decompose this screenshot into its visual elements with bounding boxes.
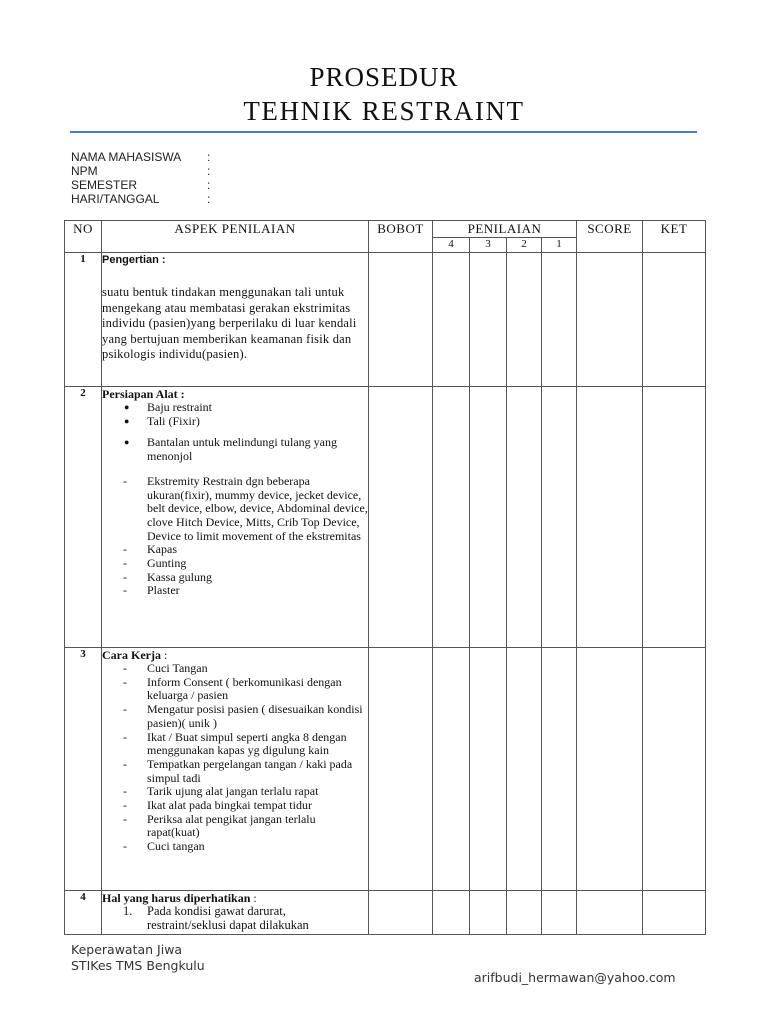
aspect-cell	[102, 253, 369, 387]
bullet-dash-icon: -	[123, 569, 127, 584]
list-item: ● Tali (Fixir)	[124, 413, 200, 428]
header-penilaian: PENILAIAN	[433, 221, 577, 238]
table-row	[65, 891, 706, 935]
bullet-dash-icon: -	[123, 556, 127, 571]
header-no: NO	[65, 221, 102, 253]
bullet-dash-icon: -	[123, 784, 127, 799]
info-colon: :	[207, 164, 211, 178]
info-colon: :	[207, 192, 211, 206]
section-label: Pengertian :	[102, 254, 166, 266]
section-label: Hal yang harus diperhatikan	[102, 891, 251, 905]
score-1-cell[interactable]	[542, 253, 577, 387]
section-heading	[102, 891, 368, 905]
list-item: - Cuci tangan	[123, 839, 205, 854]
info-row-nama	[71, 150, 231, 164]
score-cell[interactable]	[577, 891, 643, 935]
definition-text: suatu bentuk tindakan menggunakan tali untuk mengekang atau membatasi gerakan ekstrimitas individu (pasien)yang berperilaku di luar kendali yang bertujuan memberikan keamanan fisik dan psikologis individu(pasien).	[102, 285, 357, 362]
scale-1: 1	[542, 238, 577, 253]
info-label: HARI/TANGGAL	[71, 192, 160, 206]
bullet-dash-icon: -	[123, 798, 127, 813]
score-4-cell[interactable]	[433, 648, 470, 891]
row-number: 3	[65, 648, 102, 891]
ket-cell[interactable]	[643, 387, 706, 648]
bobot-cell[interactable]	[369, 387, 433, 648]
list-item: - Ikat / Buat simpul seperti angka 8 dengan menggunakan kapas yg digulung kain	[123, 729, 347, 758]
list-item: - Gunting	[123, 556, 187, 571]
list-item: - Kassa gulung	[123, 569, 212, 584]
bullet-dash-icon: -	[123, 674, 127, 689]
ket-cell[interactable]	[643, 253, 706, 387]
list-item: 1. Pada kondisi gawat darurat, restraint/seklusi dapat dilakukan	[123, 904, 309, 932]
bullet-dash-icon: -	[123, 756, 127, 771]
bullet-dot-icon: ●	[124, 402, 130, 412]
scale-2: 2	[507, 238, 542, 253]
info-row-npm	[71, 164, 231, 178]
aspect-cell	[102, 387, 369, 648]
footer-line1: Keperawatan Jiwa	[71, 942, 183, 957]
document-title-line1: PROSEDUR	[309, 62, 459, 92]
list-item: ● Baju restraint	[124, 400, 212, 414]
info-colon: :	[207, 150, 211, 164]
row-number: 1	[65, 253, 102, 387]
assessment-table	[64, 220, 706, 935]
scale-4: 4	[433, 238, 470, 253]
info-label: SEMESTER	[71, 178, 138, 192]
section-label: Cara Kerja	[102, 648, 161, 662]
footer-line2: STIKes TMS Bengkulu	[71, 958, 205, 973]
list-item: - Cuci Tangan	[123, 661, 208, 675]
section-heading	[102, 648, 368, 662]
info-colon: :	[207, 178, 211, 192]
row-number: 2	[65, 387, 102, 648]
header-bobot: BOBOT	[369, 221, 433, 253]
score-1-cell[interactable]	[542, 648, 577, 891]
bullet-dash-icon: -	[123, 811, 127, 826]
bullet-dash-icon: -	[123, 583, 127, 598]
list-number: 1.	[123, 904, 133, 918]
scale-3: 3	[470, 238, 507, 253]
score-4-cell[interactable]	[433, 387, 470, 648]
title-divider	[70, 131, 697, 133]
score-2-cell[interactable]	[507, 253, 542, 387]
score-cell[interactable]	[577, 648, 643, 891]
bullet-dot-icon: ●	[124, 437, 130, 448]
info-row-semester	[71, 178, 231, 192]
list-item: ● Bantalan untuk melindungi tulang yang menonjol	[124, 435, 337, 464]
score-3-cell[interactable]	[470, 387, 507, 648]
score-1-cell[interactable]	[542, 387, 577, 648]
list-item: - Mengatur posisi pasien ( disesuaikan kondisi pasien)( unik )	[123, 702, 363, 730]
aspect-cell	[102, 648, 369, 891]
bullet-dot-icon: ●	[124, 415, 130, 426]
table-row	[65, 648, 706, 891]
document-title-line2: TEHNIK RESTRAINT	[243, 96, 525, 126]
section-label-suffix: :	[250, 891, 257, 905]
score-cell[interactable]	[577, 253, 643, 387]
section-label: Persiapan Alat :	[102, 387, 185, 401]
info-label: NPM	[71, 164, 98, 178]
score-2-cell[interactable]	[507, 648, 542, 891]
bullet-dash-icon: -	[123, 729, 127, 744]
list-item: - Tarik ujung alat jangan terlalu rapat	[123, 784, 319, 799]
score-1-cell[interactable]	[542, 891, 577, 935]
list-item: - Ekstremity Restrain dgn beberapa ukuran(fixir), mummy device, jecket device, belt device, elbow, device, Abdominal device, clove Hitch Device, Mitts, Crib Top Device, Device to limit movement of the ekstremitas	[123, 473, 368, 543]
bullet-dash-icon: -	[123, 542, 127, 557]
ket-cell[interactable]	[643, 648, 706, 891]
table-row	[65, 253, 706, 387]
table-header-row	[65, 221, 706, 238]
bullet-dash-icon: -	[123, 839, 127, 854]
aspect-cell	[102, 891, 369, 935]
bullet-dash-icon: -	[123, 702, 127, 717]
section-label-suffix: :	[160, 648, 168, 662]
info-label: NAMA MAHASISWA	[71, 150, 182, 164]
table-row	[65, 387, 706, 648]
score-4-cell[interactable]	[433, 891, 470, 935]
row-number: 4	[65, 891, 102, 935]
ket-cell[interactable]	[643, 891, 706, 935]
score-3-cell[interactable]	[470, 648, 507, 891]
bobot-cell[interactable]	[369, 891, 433, 935]
header-aspek: ASPEK PENILAIAN	[102, 221, 369, 253]
score-2-cell[interactable]	[507, 387, 542, 648]
list-item: - Tempatkan pergelangan tangan / kaki pada simpul tadi	[123, 756, 353, 785]
header-score: SCORE	[577, 221, 643, 253]
score-3-cell[interactable]	[470, 891, 507, 935]
score-4-cell[interactable]	[433, 253, 470, 387]
score-3-cell[interactable]	[470, 253, 507, 387]
score-2-cell[interactable]	[507, 891, 542, 935]
header-ket: KET	[643, 221, 706, 253]
list-item: - Plaster	[123, 583, 180, 598]
score-cell[interactable]	[577, 387, 643, 648]
bobot-cell[interactable]	[369, 648, 433, 891]
footer-institution	[71, 942, 205, 974]
equipment-list	[102, 401, 368, 598]
list-item: - Kapas	[123, 542, 177, 557]
footer-email: arifbudi_hermawan@yahoo.com	[474, 970, 676, 985]
procedure-steps-list	[102, 662, 368, 854]
list-item: - Ikat alat pada bingkai tempat tidur	[123, 798, 312, 813]
bobot-cell[interactable]	[369, 253, 433, 387]
notes-list	[102, 905, 368, 932]
info-row-hari-tanggal	[71, 192, 231, 206]
list-item: - Periksa alat pengikat jangan terlalu rapat(kuat)	[123, 811, 316, 840]
bullet-dash-icon: -	[123, 661, 127, 675]
list-item: - Inform Consent ( berkomunikasi dengan keluarga / pasien	[123, 674, 342, 703]
student-info-block	[71, 150, 231, 206]
bullet-dash-icon: -	[123, 473, 127, 488]
